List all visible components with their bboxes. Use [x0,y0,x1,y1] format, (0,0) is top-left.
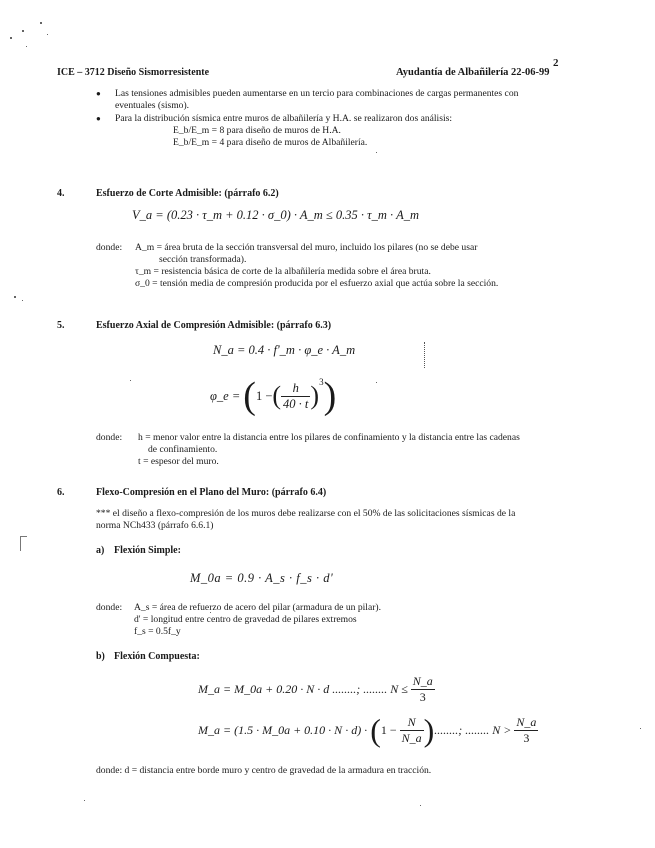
note-line2: norma NCh433 (párrafo 6.6.1) [96,520,214,531]
compound-formula-2 [198,710,538,750]
subsection-a-label: a) [96,545,105,556]
def-tau: τ_m = resistencia básica de corte de la albañilería medida sobre el área bruta. [135,266,431,277]
def-as: A_s = área de refuerzo de acero del pilar (armadura de un pilar). [134,602,381,613]
def-sigma: σ_0 = tensión media de compresión producida por el esfuerzo axial que actúa sobre la sección. [135,278,499,289]
page-number: 2 [553,57,559,69]
close-paren: ) [323,375,337,417]
scan-speck [22,300,23,301]
section-5-number: 5. [57,320,65,331]
compound-1-main: M_a = M_0a + 0.20 · N · d ........; ........ N ≤ [198,681,408,696]
scan-speck [22,30,24,32]
section-6-number: 6. [57,487,65,498]
n-over-na [400,715,424,746]
scan-speck [10,37,12,39]
header-date: Ayudantía de Albañilería 22-06-99 [396,67,550,78]
def-am-line1: A_m = área bruta de la sección transversal del muro, incluido los pilares (no se debe usar [135,242,478,253]
compound-2-cond: ........; ........ N > [434,722,512,737]
donde-label: donde: [96,242,123,253]
shear-formula: V_a = (0.23 · τ_m + 0.12 · σ_0) · A_m ≤ 0.35 · τ_m · A_m [132,208,419,222]
frac-num: N [407,714,416,729]
scan-speck [84,800,85,801]
subsection-a-definitions [134,602,534,638]
donde-label: donde: [96,602,123,613]
bullet-1-line2: eventuales (sismo). [115,100,190,111]
def-d-tension: donde: d = distancia entre borde muro y centro de gravedad de la armadura en tracción. [96,765,432,776]
open-paren-inner: ( [272,381,282,410]
bullet-2-line1: Para la distribución sísmica entre muros de albañilería y H.A. se realizaron dos análisis: [115,113,453,124]
compound-formula-1 [198,672,435,706]
def-t: t = espesor del muro. [138,456,219,467]
open-paren: ( [243,375,256,417]
frac-num: h [292,380,299,395]
close-paren: ) [423,712,435,748]
frac-den: 40 · t [283,396,309,411]
simple-bending-formula: M_0a = 0.9 · A_s · f_s · d' [190,571,334,585]
subsection-b-title: Flexión Compuesta: [114,651,200,662]
phi-formula [210,374,336,418]
exponent: 3 [319,377,324,387]
scan-mark [20,536,27,551]
scan-speck [376,382,377,383]
bullet-2-sub2: E_b/E_m = 4 para diseño de muros de Albañilería. [173,137,368,148]
na-over-3 [411,674,435,705]
subsection-a-title: Flexión Simple: [114,545,181,556]
frac-num: N_a [516,714,537,729]
scan-speck [14,296,16,298]
phi-lhs: φ_e = [210,388,241,403]
subsection-b-label: b) [96,651,105,662]
scan-speck [640,728,641,729]
frac-num: N_a [412,673,433,688]
frac-den: 3 [411,689,435,705]
bullet-2-sub1: E_b/E_m = 8 para diseño de muros de H.A. [173,125,341,136]
header-course: ICE – 3712 Diseño Sismorresistente [57,67,210,78]
frac-den: 3 [514,730,538,746]
section-4-title: Esfuerzo de Corte Admisible: (párrafo 6.2) [96,188,279,199]
bullet-dot: ● [96,114,101,123]
na-over-3 [514,715,538,746]
def-am-line2: sección transformada). [159,254,247,265]
bullet-dot: ● [96,89,101,98]
donde-label: donde: [96,432,123,443]
section-4-number: 4. [57,188,65,199]
def-h-line1: h = menor valor entre la distancia entre los pilares de confinamiento y la distancia entre las cadenas [138,432,520,443]
close-paren-inner: ) [310,381,320,410]
h-over-40t [281,381,310,412]
axial-formula: N_a = 0.4 · f'_m · φ_e · A_m [213,343,356,357]
scan-speck [26,46,27,47]
open-paren: ( [370,712,381,748]
phi-one: 1 − [255,388,273,403]
section-6-note [96,508,581,532]
frac-den: N_a [401,730,422,745]
section-6-title: Flexo-Compresión en el Plano del Muro: (párrafo 6.4) [96,487,327,498]
scan-speck [47,34,48,35]
scan-mark [424,342,425,368]
section-5-title: Esfuerzo Axial de Compresión Admisible: (párrafo 6.3) [96,320,332,331]
note-line1: *** el diseño a flexo-compresión de los muros debe realizarse con el 50% de las solicitaciones sísmicas de la [96,508,516,519]
def-h-line2: de confinamiento. [148,444,218,455]
scan-speck [376,152,377,153]
scan-speck [420,805,421,806]
bullet-2 [115,113,585,149]
scan-speck [40,22,42,24]
paren-one: 1 − [380,722,397,737]
bullet-1 [115,88,585,112]
bullet-1-line1: Las tensiones admisibles pueden aumentarse en un tercio para combinaciones de cargas permanentes con [115,88,519,99]
compound-2-main: M_a = (1.5 · M_0a + 0.10 · N · d) · [198,722,368,737]
section-4-definitions [135,242,565,290]
scan-speck [130,380,131,381]
def-d: d' = longitud entre centro de gravedad de pilares extremos [134,614,357,625]
section-5-definitions [138,432,578,468]
def-fs: f_s = 0.5f_y [134,626,181,637]
